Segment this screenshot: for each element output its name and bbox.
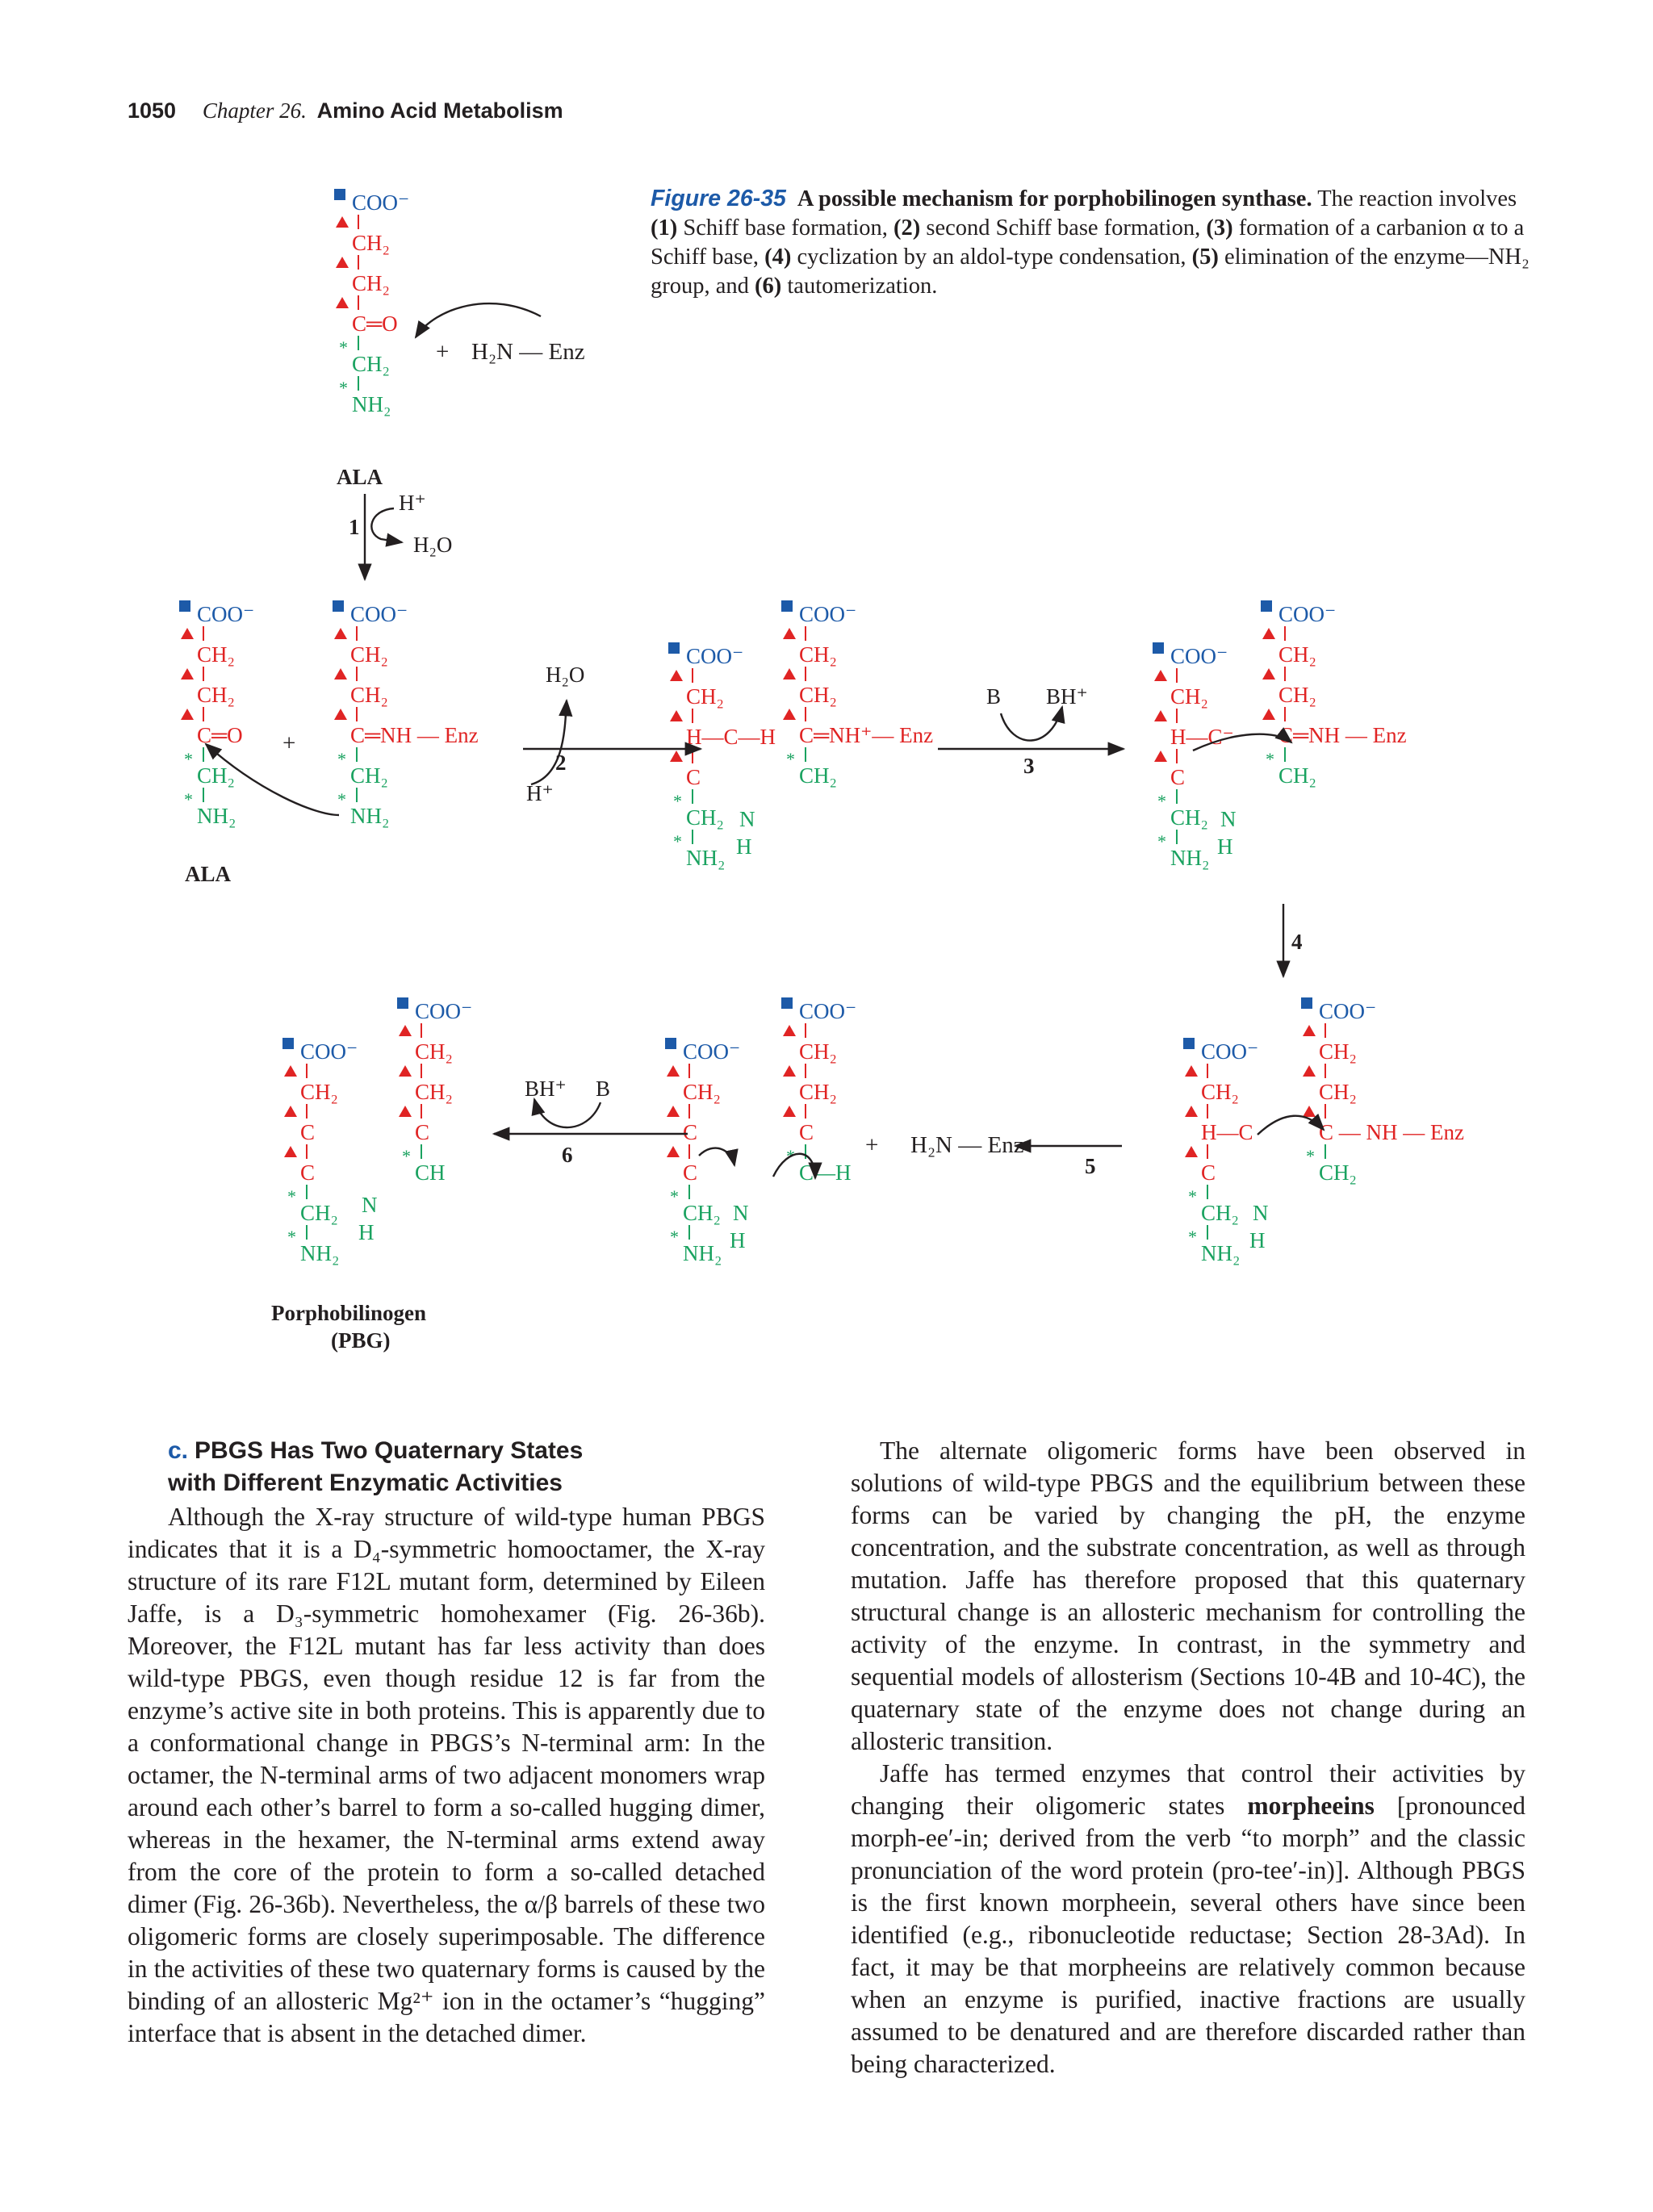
int4-chain-b-group-2: C═NH — Enz — [1278, 723, 1407, 747]
pbg-chain-a-group-4: NH₂ — [300, 1241, 340, 1265]
curved-arrow-nucleophile — [416, 303, 541, 337]
int6-chain-b-marker-2 — [783, 1106, 796, 1117]
section-heading-line-2: with Different Enzymatic Activities — [168, 1470, 563, 1496]
ala-left-marker-2 — [181, 709, 194, 720]
int3-chain-b-marker-2 — [783, 709, 796, 720]
ala-left-star-4: * — [184, 789, 193, 809]
pbg-chain-a-group-2: C — [300, 1160, 316, 1185]
caption-intro: The reaction involves — [1317, 186, 1517, 211]
side-arrow-6 — [534, 1099, 601, 1127]
int4-ring-nh: H — [1217, 834, 1233, 859]
int4-chain-b-marker-2 — [1262, 709, 1275, 720]
ala-top-group-2: C═O — [352, 312, 398, 336]
int5-chain-a-group-3: CH₂ — [1201, 1201, 1239, 1225]
int6-chain-a-marker-2 — [667, 1146, 680, 1157]
protonated-base-3: BH⁺ — [1046, 684, 1088, 709]
step-number-1: 1 — [349, 515, 360, 539]
pbg-chain-b-carboxyl-marker — [397, 997, 408, 1009]
ala-left-marker-0 — [181, 628, 194, 639]
int3-chain-a-group-3: CH₂ — [686, 805, 724, 830]
schiff-base-enzyme-star-3: * — [337, 749, 346, 769]
int6-chain-b-star-3: * — [786, 1146, 795, 1166]
plus-sign-2: + — [282, 730, 296, 756]
int3-chain-b-carboxyl-marker — [781, 600, 793, 612]
pbg-abbr: (PBG) — [331, 1328, 391, 1353]
base-3: B — [986, 684, 1002, 709]
int5-chain-b-group-2: C — NH — Enz — [1319, 1120, 1464, 1144]
schiff-base-enzyme-carboxyl-marker — [333, 600, 344, 612]
int5-chain-a-carboxyl-marker — [1183, 1038, 1195, 1049]
pbg-chain-a-carboxylate: COO⁻ — [300, 1039, 358, 1064]
ala-top-group-4: NH₂ — [352, 392, 391, 416]
chapter-label: Chapter 26. — [202, 98, 307, 123]
int6-chain-a-group-1: C — [683, 1120, 698, 1144]
pbg-chain-b-group-2: C — [415, 1120, 430, 1144]
pbg-chain-a-group-3: CH₂ — [300, 1201, 338, 1225]
int6-ring-nh: H — [730, 1228, 746, 1252]
pbg-chain-b-star-3: * — [402, 1146, 411, 1166]
int4-chain-b-group-3: CH₂ — [1278, 763, 1316, 788]
body-column-right — [851, 1435, 1525, 2080]
int3-chain-a-marker-2 — [670, 751, 683, 762]
int6-chain-a-marker-0 — [667, 1065, 680, 1077]
int5-chain-a-star-4: * — [1188, 1227, 1197, 1247]
int5-chain-a-group-0: CH₂ — [1201, 1080, 1239, 1104]
caption-step-5-num: (5) — [1191, 245, 1219, 270]
int6-chain-a-group-4: NH₂ — [683, 1241, 722, 1265]
int6-chain-a-star-3: * — [670, 1186, 679, 1206]
int6-chain-a-star-4: * — [670, 1227, 679, 1247]
int3-chain-b-star-3: * — [786, 749, 795, 769]
pbg-chain-a-group-1: C — [300, 1120, 316, 1144]
figure-title: A possible mechanism for porphobilinogen synthase. — [797, 186, 1312, 211]
int6-chain-a-group-2: C — [683, 1160, 698, 1185]
int6-chain-b-marker-0 — [783, 1025, 796, 1036]
caption-step-1: Schiff base formation, — [683, 215, 888, 240]
caption-step-1-num: (1) — [651, 215, 678, 240]
pbg-chain-b-carboxylate: COO⁻ — [415, 999, 473, 1023]
curved-arrow-eliminate — [1258, 1116, 1324, 1135]
h-plus-2: H⁺ — [526, 781, 554, 805]
int5-chain-a-group-1: H—C — [1201, 1120, 1253, 1144]
int4-chain-a-carboxylate: COO⁻ — [1170, 644, 1228, 668]
plus-sign-1: + — [436, 339, 450, 365]
pbg-chain-b-group-0: CH₂ — [415, 1039, 453, 1064]
int4-chain-a-group-0: CH₂ — [1170, 684, 1208, 709]
pbg-chain-b-marker-2 — [399, 1106, 412, 1117]
schiff-base-enzyme-group-3: CH₂ — [350, 763, 388, 788]
step-number-4: 4 — [1291, 930, 1303, 954]
int3-ring-nitrogen: N — [739, 807, 755, 831]
paragraph-left-1: Although the X-ray structure of wild-type human PBGS indicates that it is a D₄-symmetric homooctamer, the X-ray structure of its rare F12L mutant form, determined by Eileen Jaffe, is a D₃-symmetric homohexamer (Fig. 26-36b). Moreover, the F12L mutant has far less activity than does wild-type PBGS, even though residue 12 is far from the enzyme’s active site in both proteins. This is apparently due to a conformational change in PBGS’s N-terminal arm: In the octamer, the N-terminal arms of two adjacent monomers wrap around each other’s barrel to form a so-called hugging dimer, whereas in the hexamer, the N-terminal arms extend away from the core of the protein to form a so-called detached dimer (Fig. 26-36b). Nevertheless, the α/β barrels of these two oligomeric forms are closely superimposable. The difference in the activities of these two quaternary forms is caused by the binding of an allosteric Mg²⁺ ion in the octamer’s “hugging” interface that is absent in the detached dimer. — [128, 1503, 765, 2047]
ala-left-marker-1 — [181, 668, 194, 679]
page-number: 1050 — [128, 98, 177, 123]
ala-top-marker-1 — [336, 257, 349, 268]
int3-chain-b-group-0: CH₂ — [799, 642, 837, 667]
schiff-base-enzyme-star-4: * — [337, 789, 346, 809]
caption-step-4-num: (4) — [764, 245, 792, 270]
ala-left-carboxyl-marker — [179, 600, 190, 612]
paragraph-right-2-start: Jaffe has termed enzymes that control their activities by changing their oligomeric states — [851, 1759, 1525, 1820]
caption-step-6-num: (6) — [755, 274, 782, 299]
int5-chain-b-marker-2 — [1303, 1106, 1316, 1117]
step-number-5: 5 — [1085, 1154, 1096, 1178]
chapter-title: Amino Acid Metabolism — [316, 98, 563, 123]
int3-chain-b-marker-0 — [783, 628, 796, 639]
int4-chain-a-group-2: C — [1170, 765, 1186, 789]
ala-top-carboxylate: COO⁻ — [352, 190, 410, 215]
int4-chain-a-marker-0 — [1154, 670, 1167, 681]
step-number-2: 2 — [555, 751, 567, 775]
int4-chain-b-group-1: CH₂ — [1278, 683, 1316, 707]
ala-top-group-1: CH₂ — [352, 271, 390, 295]
pbg-chain-a-carboxyl-marker — [282, 1038, 294, 1049]
pbg-ring-nh: H — [358, 1220, 375, 1244]
int4-chain-a-group-3: CH₂ — [1170, 805, 1208, 830]
base-6: B — [596, 1077, 611, 1101]
section-heading — [168, 1435, 765, 1499]
caption-step-5: elimination of the enzyme—NH₂ group, and — [651, 245, 1530, 299]
step-number-3: 3 — [1023, 754, 1035, 778]
int5-chain-a-marker-1 — [1185, 1106, 1198, 1117]
int5-chain-a-group-2: C — [1201, 1160, 1216, 1185]
int6-chain-b-group-3: C—H — [799, 1160, 852, 1185]
int5-chain-a-carboxylate: COO⁻ — [1201, 1039, 1259, 1064]
int3-chain-a-group-4: NH₂ — [686, 846, 726, 870]
int3-chain-a-star-4: * — [673, 831, 682, 851]
ala-top-star-3: * — [339, 337, 348, 358]
protonated-base-6: BH⁺ — [525, 1077, 567, 1101]
ala-top-group-0: CH₂ — [352, 231, 390, 255]
schiff-base-enzyme-marker-1 — [334, 668, 347, 679]
int4-chain-b-marker-1 — [1262, 668, 1275, 679]
ala-top-carboxyl-marker — [334, 189, 345, 200]
section-heading-line-1: PBGS Has Two Quaternary States — [195, 1437, 584, 1464]
int3-chain-a-marker-1 — [670, 710, 683, 721]
schiff-base-enzyme-marker-0 — [334, 628, 347, 639]
ala-left-carboxylate: COO⁻ — [197, 602, 255, 626]
int3-chain-b-marker-1 — [783, 668, 796, 679]
int5-chain-b-marker-0 — [1303, 1025, 1316, 1036]
pbg-chain-a-marker-0 — [284, 1065, 297, 1077]
int5-chain-a-star-3: * — [1188, 1186, 1197, 1206]
int4-ring-nitrogen: N — [1220, 807, 1237, 831]
curved-arrow-double-bond — [699, 1148, 734, 1165]
caption-step-4: cyclization by an aldol-type condensation, — [797, 245, 1186, 270]
int6-chain-b-group-0: CH₂ — [799, 1039, 837, 1064]
ala-top-group-3: CH₂ — [352, 352, 390, 376]
side-arrow-1 — [371, 508, 402, 542]
int5-chain-a-group-4: NH₂ — [1201, 1241, 1241, 1265]
int4-chain-b-star-3: * — [1266, 749, 1274, 769]
pbg-chain-a-star-4: * — [287, 1227, 296, 1247]
step-number-6: 6 — [562, 1143, 573, 1167]
section-letter: c. — [168, 1437, 189, 1464]
ala-label-left: ALA — [185, 862, 232, 886]
int3-chain-a-carboxyl-marker — [668, 642, 680, 654]
int3-chain-a-marker-0 — [670, 670, 683, 681]
int5-chain-b-marker-1 — [1303, 1065, 1316, 1077]
int5-chain-b-carboxyl-marker — [1301, 997, 1312, 1009]
pbg-chain-a-marker-2 — [284, 1146, 297, 1157]
ala-left-group-0: CH₂ — [197, 642, 235, 667]
int3-chain-a-group-1: H—C—H — [686, 725, 776, 749]
pbg-chain-b-group-3: CH — [415, 1160, 446, 1185]
pbg-ring-nitrogen: N — [362, 1193, 378, 1217]
int3-chain-a-carboxylate: COO⁻ — [686, 644, 744, 668]
schiff-base-enzyme-group-4: NH₂ — [350, 804, 390, 828]
ala-top-marker-2 — [336, 297, 349, 308]
int3-chain-b-carboxylate: COO⁻ — [799, 602, 857, 626]
int5-chain-b-group-0: CH₂ — [1319, 1039, 1357, 1064]
int5-ring-nitrogen: N — [1253, 1201, 1269, 1225]
int6-chain-a-group-3: CH₂ — [683, 1201, 721, 1225]
ala-left-group-2: C═O — [197, 723, 243, 747]
pbg-chain-b-marker-0 — [399, 1025, 412, 1036]
int6-chain-b-group-1: CH₂ — [799, 1080, 837, 1104]
int3-ring-nh: H — [736, 834, 752, 859]
int6-chain-b-carboxyl-marker — [781, 997, 793, 1009]
figure-number: Figure 26-35 — [651, 186, 786, 211]
schiff-base-enzyme-group-0: CH₂ — [350, 642, 388, 667]
pbg-chain-b-group-1: CH₂ — [415, 1080, 453, 1104]
int6-ring-nitrogen: N — [733, 1201, 749, 1225]
int6-chain-a-group-0: CH₂ — [683, 1080, 721, 1104]
int6-chain-b-group-2: C — [799, 1120, 814, 1144]
int5-chain-a-marker-0 — [1185, 1065, 1198, 1077]
pbg-chain-a-star-3: * — [287, 1186, 296, 1206]
int6-chain-b-carboxylate: COO⁻ — [799, 999, 857, 1023]
int4-chain-b-marker-0 — [1262, 628, 1275, 639]
ala-left-group-1: CH₂ — [197, 683, 235, 707]
enzyme-amine-1: H₂N — Enz — [471, 339, 585, 365]
int4-chain-a-star-4: * — [1157, 831, 1166, 851]
int3-chain-a-group-0: CH₂ — [686, 684, 724, 709]
int3-chain-b-group-3: CH₂ — [799, 763, 837, 788]
ala-top-marker-0 — [336, 216, 349, 228]
pbg-name: Porphobilinogen — [271, 1301, 427, 1325]
schiff-base-enzyme-carboxylate: COO⁻ — [350, 602, 408, 626]
ala-top-star-4: * — [339, 378, 348, 398]
int3-chain-a-star-3: * — [673, 791, 682, 811]
caption-step-2-num: (2) — [893, 215, 921, 240]
int4-chain-a-marker-2 — [1154, 751, 1167, 762]
body-column-left — [128, 1435, 765, 2050]
pbg-chain-b-marker-1 — [399, 1065, 412, 1077]
int4-chain-b-group-0: CH₂ — [1278, 642, 1316, 667]
caption-step-3: formation of a carbanion α to a Schiff base, — [651, 215, 1525, 270]
water-1: H₂O — [413, 533, 453, 557]
int4-chain-a-group-4: NH₂ — [1170, 846, 1210, 870]
int4-chain-b-carboxylate: COO⁻ — [1278, 602, 1337, 626]
schiff-base-enzyme-group-2: C═NH — Enz — [350, 723, 479, 747]
caption-step-3-num: (3) — [1206, 215, 1233, 240]
ala-label-top: ALA — [337, 465, 383, 489]
int4-chain-a-marker-1 — [1154, 710, 1167, 721]
int6-chain-a-carboxyl-marker — [665, 1038, 676, 1049]
side-arrow-3 — [1001, 707, 1062, 741]
int3-chain-a-group-2: C — [686, 765, 701, 789]
schiff-base-enzyme-marker-2 — [334, 709, 347, 720]
int6-chain-a-carboxylate: COO⁻ — [683, 1039, 741, 1064]
caption-step-6: tautomerization. — [787, 274, 938, 299]
ala-left-group-4: NH₂ — [197, 804, 236, 828]
int3-chain-b-group-2: C═NH⁺— Enz — [799, 723, 934, 747]
paragraph-right-2-end: [pronounced morph-ee′-in; derived from the verb “to morph” and the classic pronunciation of the word protein (pro-tee′-in)]. Although PBGS is the first known morpheein, several others have since been identified (e.g., ribonucleotide reductase; Section 28-3Ad). In fact, it may be that morpheeins are relatively common because when an enzyme is purified, inactive fractions are usually assumed to be denatured and are therefore discarded rather than being characterized. — [851, 1792, 1526, 2078]
h-plus-1: H⁺ — [399, 491, 426, 515]
schiff-base-enzyme-group-1: CH₂ — [350, 683, 388, 707]
int3-chain-b-group-1: CH₂ — [799, 683, 837, 707]
int4-chain-a-group-1: H—C⁻ — [1170, 725, 1234, 749]
ala-left-group-3: CH₂ — [197, 763, 235, 788]
int6-chain-b-marker-1 — [783, 1065, 796, 1077]
int5-ring-nh: H — [1249, 1228, 1266, 1252]
int6-chain-a-marker-1 — [667, 1106, 680, 1117]
int5-chain-a-marker-2 — [1185, 1146, 1198, 1157]
term-morpheeins: morpheeins — [1247, 1792, 1375, 1820]
int5-chain-b-group-3: CH₂ — [1319, 1160, 1357, 1185]
paragraph-right-2 — [851, 1758, 1525, 2080]
plus-sign-3: + — [865, 1132, 879, 1158]
water-2: H₂O — [546, 663, 585, 687]
int4-chain-a-star-3: * — [1157, 791, 1166, 811]
paragraph-right-1: The alternate oligomeric forms have been observed in solutions of wild-type PBGS and the equilibrium between these forms can be varied by changing the pH, the enzyme concentration, and the substrate concentration, as well as through mutation. Jaffe has therefore proposed that this quaternary structural change is an allosteric mechanism for controlling the activity of the enzyme. In contrast, in the symmetry and sequential models of allosterism (Sections 10-4B and 10-4C), the quaternary state of the enzyme does not change during an allosteric transition. — [851, 1436, 1525, 1755]
int4-chain-a-carboxyl-marker — [1153, 642, 1164, 654]
ala-left-star-3: * — [184, 749, 193, 769]
int5-chain-b-carboxylate: COO⁻ — [1319, 999, 1377, 1023]
pbg-chain-a-marker-1 — [284, 1106, 297, 1117]
int5-chain-b-group-1: CH₂ — [1319, 1080, 1357, 1104]
int5-chain-b-star-3: * — [1306, 1146, 1315, 1166]
enzyme-amine-2: H₂N — Enz — [910, 1132, 1024, 1158]
pbg-chain-a-group-0: CH₂ — [300, 1080, 338, 1104]
caption-step-2: second Schiff base formation, — [926, 215, 1201, 240]
int4-chain-b-carboxyl-marker — [1261, 600, 1272, 612]
